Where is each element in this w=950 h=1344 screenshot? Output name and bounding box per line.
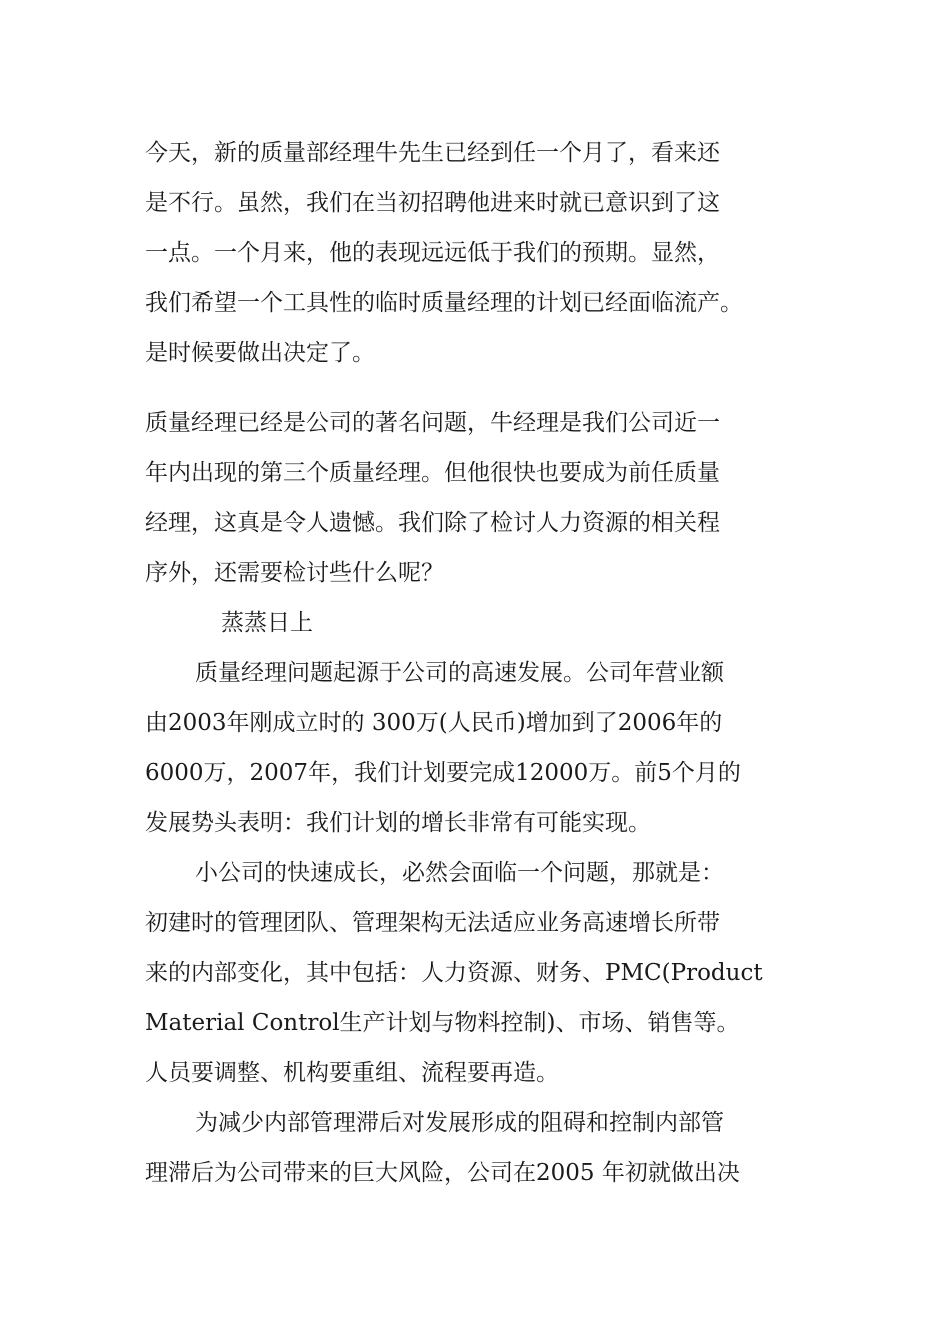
text-line: 是时候要做出决定了。 <box>145 340 375 366</box>
text-line: 序外，还需要检讨些什么呢？ <box>145 560 444 586</box>
text-line: 理滞后为公司带来的巨大风险，公司在2005 年初就做出决 <box>145 1160 740 1186</box>
paragraph-intro <box>145 128 805 378</box>
text-line: 年内出现的第三个质量经理。但他很快也要成为前任质量 <box>145 460 720 486</box>
text-line: 为减少内部管理滞后对发展形成的阻碍和控制内部管 <box>195 1110 724 1136</box>
paragraph-decision <box>145 1098 805 1198</box>
text-line: 我们希望一个工具性的临时质量经理的计划已经面临流产。 <box>145 290 743 316</box>
text-line: 初建时的管理团队、管理架构无法适应业务高速增长所带 <box>145 910 720 936</box>
text-line: 经理，这真是令人遗憾。我们除了检讨人力资源的相关程 <box>145 510 720 536</box>
paragraph-growth <box>145 648 805 848</box>
text-line: 发展势头表明：我们计划的增长非常有可能实现。 <box>145 810 651 836</box>
text-line: 一点。一个月来，他的表现远远低于我们的预期。显然， <box>145 240 720 266</box>
paragraph-challenges <box>145 848 805 1098</box>
paragraph-problem <box>145 398 805 598</box>
text-line: 6000万，2007年，我们计划要完成12000万。前5个月的 <box>145 760 741 786</box>
section-growth <box>145 598 805 1198</box>
text-line: 质量经理问题起源于公司的高速发展。公司年营业额 <box>195 660 724 686</box>
text-line: 来的内部变化，其中包括：人力资源、财务、PMC(Product <box>145 960 763 986</box>
text-line: 是不行。虽然，我们在当初招聘他进来时就已意识到了这 <box>145 190 720 216</box>
text-line: 质量经理已经是公司的著名问题，牛经理是我们公司近一 <box>145 410 720 436</box>
text-line: 人员要调整、机构要重组、流程要再造。 <box>145 1060 559 1086</box>
section-heading: 蒸蒸日上 <box>221 610 313 636</box>
text-line: 今天，新的质量部经理牛先生已经到任一个月了，看来还 <box>145 140 720 166</box>
text-line: 小公司的快速成长，必然会面临一个问题，那就是： <box>195 860 724 886</box>
text-line: Material Control生产计划与物料控制)、市场、销售等。 <box>145 1010 740 1036</box>
text-line: 由2003年刚成立时的 300万(人民币)增加到了2006年的 <box>145 710 723 736</box>
